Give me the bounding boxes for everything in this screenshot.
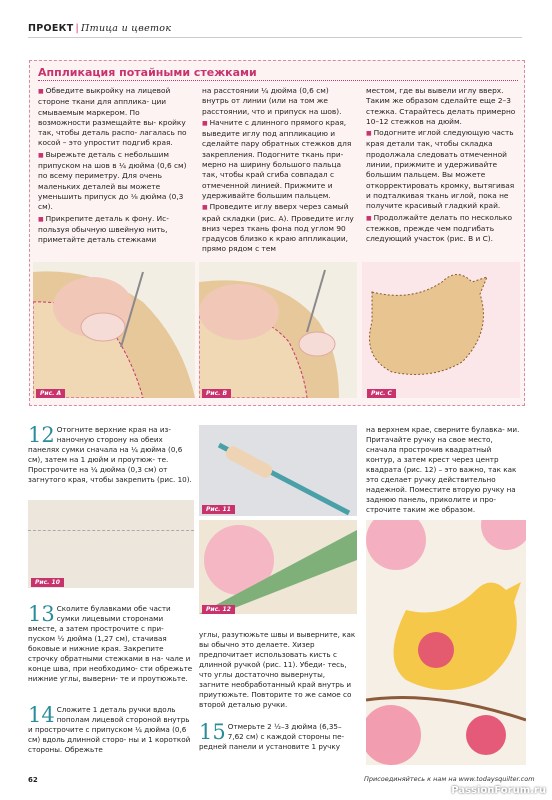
- photo-12: [199, 520, 357, 614]
- caption-11: Рис. 11: [202, 505, 235, 514]
- footer-credit: Присоединяйтесь к нам на www.todaysquilter.com: [364, 775, 535, 783]
- header-divider: |: [75, 23, 80, 34]
- page-header: [28, 23, 171, 34]
- page-number: 62: [28, 776, 38, 784]
- caption-12: Рис. 12: [202, 605, 235, 614]
- step-15-continued: на верхнем крае, сверните булавка- ми. Притачайте ручку на свое место, сначала прострочив квадратный контур, а затем крест через центр квадрата (рис. 12) – это важно, так как это сделает ручку действительно надежной. Поместите вторую ручку на заднюю панель, приколите и про- строчите таким же образом.: [366, 425, 520, 514]
- step-text: Сложите 1 деталь ручки вдоль пополам лицевой стороной внутрь и прострочите с припуском ¼ дюйма (0,6 см) вдоль длинной сторо- ны и 1 короткой стороны. Обрежьте: [28, 705, 191, 754]
- caption-b: Рис. В: [202, 389, 231, 398]
- box-para: на расстоянии ¼ дюйма (0,6 см) внутрь от линии (или на том же расстоянии, что и припуск на шов).: [202, 86, 342, 116]
- illustration-b: [199, 262, 357, 398]
- box-title-rule: [38, 80, 518, 82]
- box-para: ■ Подогните иглой следующую часть края детали так, чтобы складка продолжала следовать отмеченной линии, прижмите и удерживайте большим пальцем. Вы можете откорректировать кромку, вытягивая и подталкивая ткань иглой, пока не получите красивый гладкий край.: [366, 128, 518, 211]
- box-title: Аппликация потайными стежками: [38, 66, 257, 79]
- box-para: ■ Продолжайте делать по несколько стежков, прежде чем подгибать следующий участок (рис. В и С).: [366, 213, 518, 245]
- box-column-1: [38, 86, 190, 246]
- box-para: ■ Начните с длинного прямого края, выведите иглу под аппликацию и сделайте пару обратных стежков для закрепления. Подогните ткань при- мерно на ширину большого пальца так, чтобы край сгиба совпадал с отмеченной линией. Прижмите и удерживайте большим пальцем.: [202, 118, 354, 201]
- header-rule: [28, 37, 522, 38]
- box-para: ■ Обведите выкройку на лицевой стороне ткани для апплика- ции смываемым маркером. По возможности размещайте вы- кройку так, чтобы деталь распо- лагалась по косой – это упростит подгиб края.: [38, 86, 190, 149]
- step-number: 15: [199, 720, 226, 744]
- step-15: [199, 722, 357, 752]
- step-14: [28, 705, 193, 755]
- caption-c: Рис. С: [367, 389, 396, 398]
- box-column-2: [202, 86, 354, 256]
- box-column-3: [366, 86, 518, 245]
- photo-bird-flower: [366, 520, 526, 765]
- box-para: местом, где вы вывели иглу вверх. Таким же образом сделайте еще 2–3 стежка. Старайтесь делать примерно 10–12 стежков на дюйм.: [366, 86, 516, 126]
- header-title: Птица и цветок: [81, 23, 172, 34]
- photo-10: [28, 500, 194, 588]
- step-number: 12: [28, 423, 55, 447]
- step-14-continued: углы, разутюжьте швы и выверните, как вы обычно это делаете. Хизер предпочитает использовать кисть с длинной ручкой (рис. 11). Убеди- тесь, что углы достаточно вывернуты, загните необработанный край внутрь и приутюжьте. Повторите то же самое со второй деталью ручки.: [199, 630, 356, 709]
- step-13: [28, 604, 193, 684]
- photo-11: [199, 425, 357, 516]
- step-number: 14: [28, 703, 55, 727]
- illustration-c: [362, 262, 520, 398]
- step-12: [28, 425, 193, 485]
- caption-a: Рис. А: [36, 389, 65, 398]
- watermark: PassionForum.ru: [451, 785, 546, 796]
- step-text: Отогните верхние края на из- наночную сторону на обеих панелях сумки сначала на ¼ дюйма (0,6 см), затем на 1 дюйм и проутюж- те. Прострочите на ¼ дюйма (0,3 см) от загнутого края, чтобы закрепить (рис. 10).: [28, 425, 192, 484]
- step-text: Отмерьте 2 ½–3 дюйма (6,35– 7,62 см) с каждой стороны пе- редней панели и установите 1 ручку: [199, 722, 345, 751]
- section-label: ПРОЕКТ: [28, 23, 74, 34]
- illustration-a: [33, 262, 195, 398]
- box-para: ■ Проведите иглу вверх через самый край складки (рис. А). Проведите иглу вниз через ткань фона под углом 90 градусов близко к краю аппликации, прямо рядом с тем: [202, 202, 354, 254]
- caption-10: Рис. 10: [31, 578, 64, 587]
- box-para: ■ Вырежьте деталь с небольшим припуском на шов в ¼ дюйма (0,6 см) по всему периметру. Для очень маленьких деталей вы можете уменьшить припуск до ⅛ дюйма (0,3 см).: [38, 150, 190, 213]
- step-text: Сколите булавками обе части сумки лицевыми сторонами вместе, а затем прострочите с при- пуском ½ дюйма (1,27 см), стачивая боковые и нижние края. Закрепите строчку обратными стежками в на- чале и конце шва, при необходимо- сти обрежьте нижние углы, выверни- те и проутюжьте.: [28, 604, 193, 683]
- box-para: ■ Прикрепите деталь к фону. Ис- пользуя обычную швейную нить, приметайте деталь стежками: [38, 214, 190, 246]
- step-number: 13: [28, 602, 55, 626]
